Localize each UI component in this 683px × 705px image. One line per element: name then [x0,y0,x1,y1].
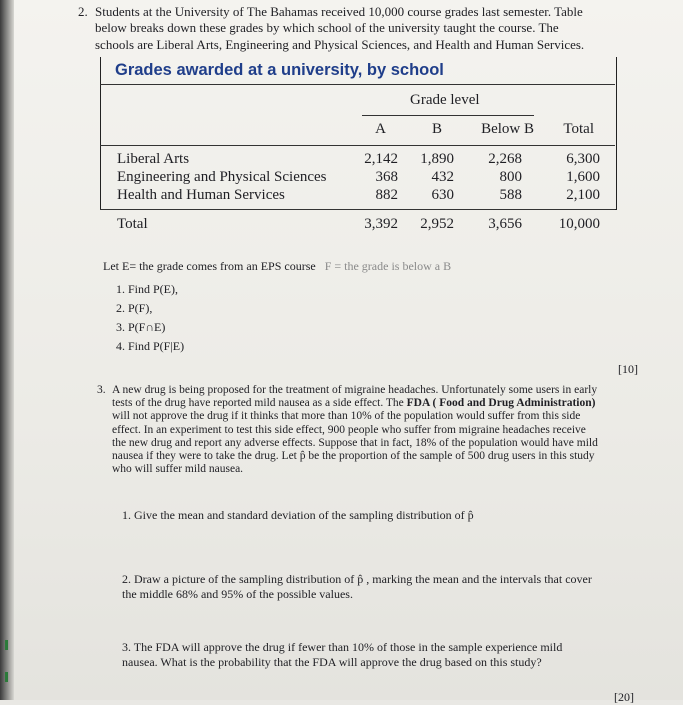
total-label: Total [117,216,148,232]
question-number: 3. [97,384,106,396]
q2-marks: [10] [618,362,638,376]
q3-part-1: 1. Give the mean and standard deviation of the sampling distribution of p̂ [122,508,474,522]
table-rule [362,115,534,116]
table-cell: 1,600 [566,169,600,185]
total-cell: 3,656 [488,216,522,232]
definition-e [103,259,451,274]
col-header-total: Total [563,121,594,137]
table-cell: 800 [499,169,522,185]
q3-fda: FDA ( Food and Drug Administration) [406,397,596,410]
edge-mark [5,672,8,682]
edge-mark [5,640,8,650]
page-binding-edge [0,0,14,700]
q3-part-2: 2. Draw a picture of the sampling distribution of p̂ , marking the mean and the intervals that cover the middle 68% and 95% of the possible values. [122,572,592,601]
table-cell: 368 [375,169,398,185]
row-label: Health and Human Services [117,187,285,203]
table-cell: 2,142 [364,151,398,167]
table-cell: 1,890 [420,151,454,167]
table-cell: 432 [431,169,454,185]
table-rule [100,84,615,85]
group-header: Grade level [410,92,480,108]
q2-part-3: 3. P(F∩E) [116,320,166,334]
total-cell: 2,952 [420,216,454,232]
table-cell: 2,100 [566,187,600,203]
col-header-below-b: Below B [481,121,534,137]
q3-text-a: A new drug is being proposed for the treatment of migraine headaches. Unfortunately some users in early tests of the drug have reported mild nausea as a side effect. The [112,384,598,410]
total-cell: 10,000 [558,216,600,232]
question-3-text [97,384,602,476]
q2-part-1: 1. Find P(E), [116,282,179,296]
table-title: Grades awarded at a university, by school [115,61,444,79]
table-cell: 882 [375,187,398,203]
q2-part-4: 4. Find P(F|E) [116,339,185,353]
col-header-a: A [375,121,386,137]
table-cell: 2,268 [488,151,522,167]
q2-part-2: 2. P(F), [116,301,153,315]
q3-part-3: 3. The FDA will approve the drug if fewer than 10% of those in the sample experience mild nausea. What is the probability that the FDA will approve the drug based on this study? [122,640,563,669]
table-cell: 630 [431,187,454,203]
question-number: 2. [78,4,88,19]
row-label: Liberal Arts [117,151,190,167]
col-header-b: B [431,121,442,137]
event-f-text: F = the grade is below a B [324,259,452,273]
question-body [112,384,602,476]
q3-marks: [20] [614,690,634,704]
question-2-text [80,4,600,53]
table-cell: 6,300 [566,151,600,167]
table-rule [100,209,615,210]
table-rule [100,145,615,146]
question-body: Students at the University of The Bahamas received 10,000 course grades last semester. Table below breaks down these grades by which school of the university taught the course. The schools are Liberal Arts, Engineering and Physical Sciences, and Health and Human Services. [95,4,585,52]
table-cell: 588 [499,187,522,203]
event-e-text: Let E= the grade comes from an EPS course [103,259,316,273]
row-label: Engineering and Physical Sciences [117,169,327,185]
total-cell: 3,392 [364,216,398,232]
q3-text-b: will not approve the drug if it thinks that more than 10% of the population would suffer from this side effect. In an experiment to test this side effect, 900 people who suffer from migraine headaches receive the new drug and report any adverse effects. Suppose that in fact, 18% of the population would have mild nausea if they were to take the drug. Let p̂ be the proportion of the sample of 500 drug users in this study who will suffer mild nausea. [112,410,598,476]
